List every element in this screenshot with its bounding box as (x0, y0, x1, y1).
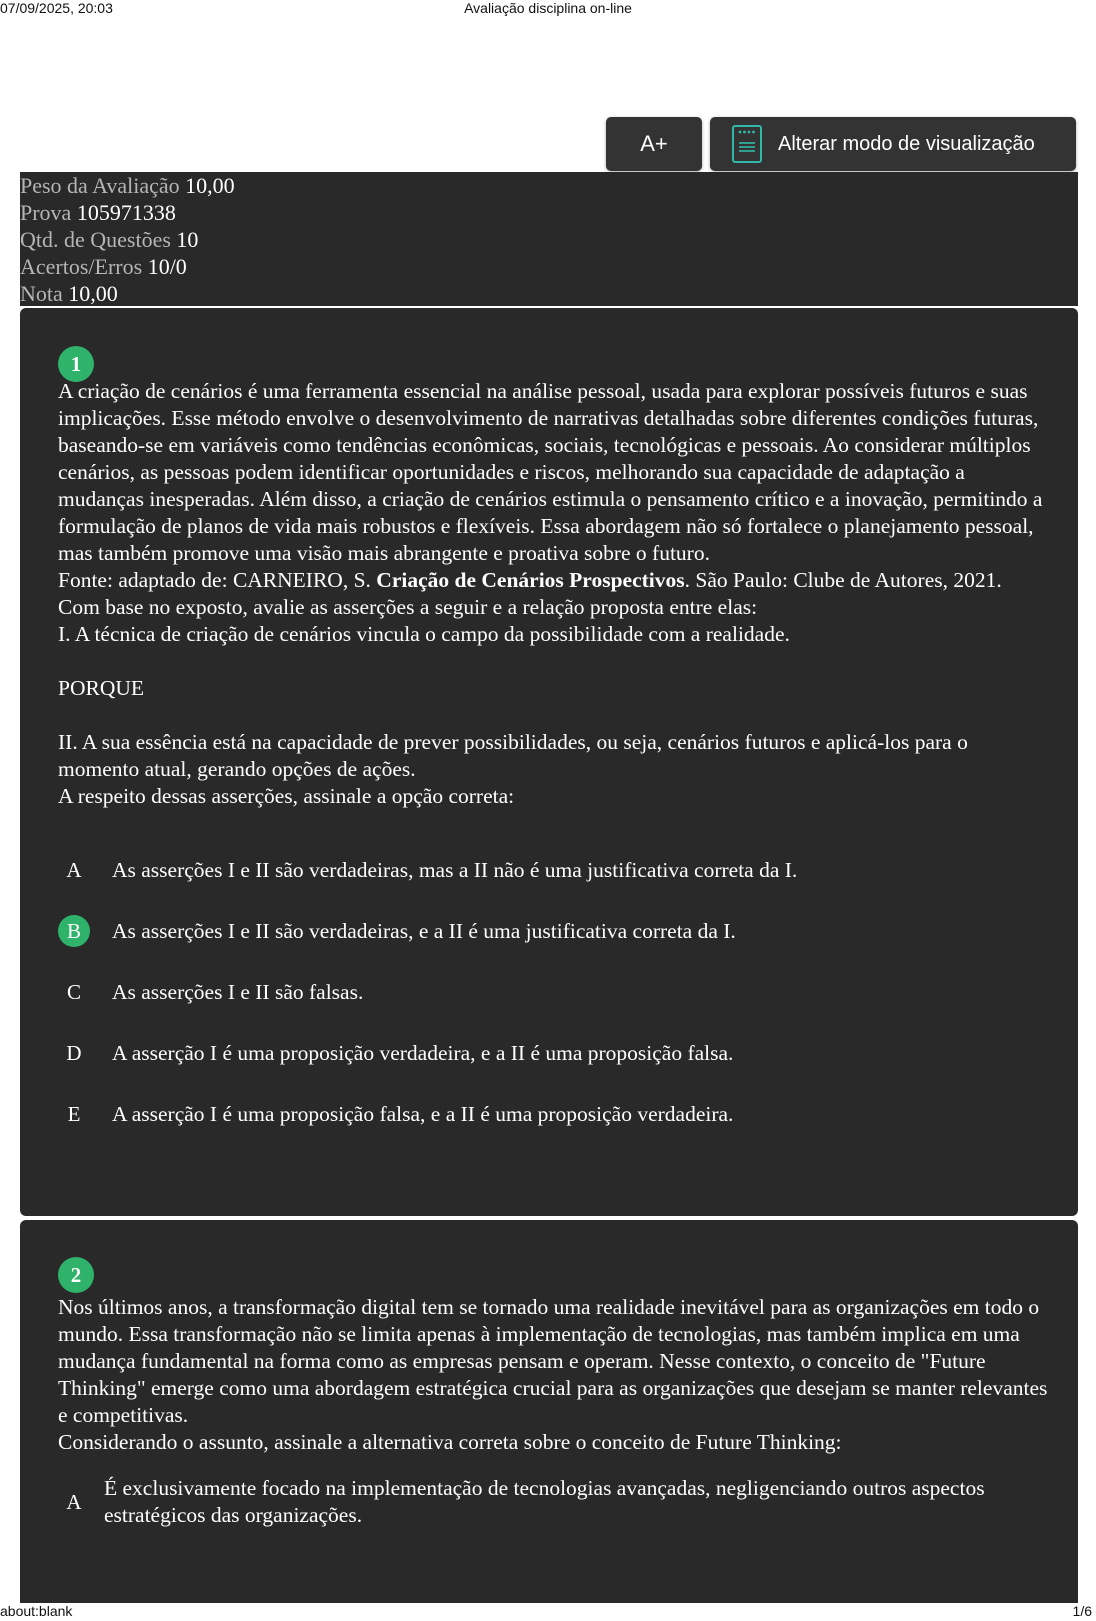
option-text: A asserção I é uma proposição verdadeira, e a II é uma proposição falsa. (112, 1040, 734, 1065)
question-source (58, 567, 1050, 594)
summary-label: Peso da Avaliação (20, 173, 180, 198)
option-text: As asserções I e II são verdadeiras, mas a II não é uma justificativa correta da I. (112, 857, 798, 882)
answer-option-b[interactable] (58, 913, 1050, 949)
print-header (0, 0, 1096, 18)
print-page-number: 1/6 (1072, 1603, 1092, 1619)
summary-row-qtd (20, 226, 1078, 253)
question-prompt: A respeito dessas asserções, assinale a opção correta: (58, 784, 515, 808)
increase-font-button[interactable]: A+ (606, 117, 702, 171)
change-view-mode-label: Alterar modo de visualização (778, 132, 1035, 155)
print-url: about:blank (0, 1603, 73, 1619)
source-suffix: . São Paulo: Clube de Autores, 2021. (684, 568, 1002, 592)
question-paragraph: A criação de cenários é uma ferramenta essencial na análise pessoal, usada para explorar possíveis futuros e suas implicações. Esse método envolve o desenvolvimento de narrativas detalhadas sobre diferentes condições futuras, baseando-se em variáveis como tendências econômicas, sociais, tecnológicas e pessoais. Ao considerar múltiplos cenários, as pessoas podem identificar oportunidades e riscos, melhorando sua capacidade de adaptação a mudanças inesperadas. Além disso, a criação de cenários estimula o pensamento crítico e a inovação, permitindo a formulação de planos de vida mais robustos e flexíveis. Essa abordagem não só fortalece o planejamento pessoal, mas também promove uma visão mais abrangente e proativa sobre o futuro. (58, 379, 1043, 565)
source-title: Criação de Cenários Prospectivos (376, 568, 685, 592)
assertion-2: II. A sua essência está na capacidade de prever possibilidades, ou seja, cenários futuros e aplicá-los para o momento atual, gerando opções de ações. (58, 730, 968, 781)
answer-option-a[interactable] (58, 1472, 1050, 1532)
question-prompt: Considerando o assunto, assinale a alternativa correta sobre o conceito de Future Thinking: (58, 1430, 842, 1454)
question-text (58, 1294, 1050, 1456)
assertion-connector: PORQUE (58, 676, 145, 700)
answer-option-c[interactable] (58, 974, 1050, 1010)
question-text (58, 378, 1050, 810)
source-prefix: Fonte: adaptado de: CARNEIRO, S. (58, 568, 371, 592)
option-letter-selected: B (58, 915, 90, 947)
option-text: As asserções I e II são verdadeiras, e a II é uma justificativa correta da I. (112, 918, 736, 943)
answer-option-d[interactable] (58, 1035, 1050, 1071)
question-instruction: Com base no exposto, avalie as asserções a seguir e a relação proposta entre elas: (58, 595, 758, 619)
print-footer (0, 1603, 1096, 1621)
summary-label: Prova (20, 200, 72, 225)
option-letter: A (66, 857, 82, 882)
print-datetime: 07/09/2025, 20:03 (0, 0, 113, 16)
option-text: É exclusivamente focado na implementação de tecnologias avançadas, negligenciando outros aspectos estratégicos das organizações. (104, 1476, 985, 1527)
summary-value: 105971338 (76, 200, 176, 225)
question-card (20, 1220, 1078, 1603)
option-letter: D (66, 1040, 82, 1065)
option-text: A asserção I é uma proposição falsa, e a II é uma proposição verdadeira. (112, 1101, 734, 1126)
option-letter: C (66, 979, 81, 1004)
summary-row-prova (20, 199, 1078, 226)
document-icon (732, 125, 762, 163)
change-view-mode-button[interactable] (710, 117, 1076, 171)
print-page-title: Avaliação disciplina on-line (464, 0, 632, 16)
evaluation-summary (20, 172, 1078, 306)
assertion-1: I. A técnica de criação de cenários vincula o campo da possibilidade com a realidade. (58, 622, 790, 646)
summary-value: 10,00 (185, 173, 235, 198)
summary-value: 10 (176, 227, 199, 252)
summary-label: Qtd. de Questões (20, 227, 171, 252)
summary-value: 10/0 (147, 254, 187, 279)
summary-row-peso (20, 172, 1078, 199)
option-letter: A (66, 1489, 82, 1514)
answer-option-a[interactable] (58, 852, 1050, 888)
summary-value: 10,00 (68, 281, 118, 306)
question-number-badge: 2 (58, 1257, 94, 1293)
question-card (20, 308, 1078, 1216)
option-text: As asserções I e II são falsas. (112, 979, 364, 1004)
option-letter: E (67, 1101, 81, 1126)
question-paragraph: Nos últimos anos, a transformação digital tem se tornado uma realidade inevitável para as organizações em todo o mundo. Essa transformação não se limita apenas à implementação de tecnologias, mas também implica em uma mudança fundamental na forma como as empresas pensam e operam. Nesse contexto, o conceito de "Future Thinking" emerge como uma abordagem estratégica crucial para as organizações que desejam se manter relevantes e competitivas. (58, 1295, 1048, 1427)
summary-row-acertos (20, 253, 1078, 280)
summary-row-nota (20, 280, 1078, 307)
summary-label: Acertos/Erros (20, 254, 143, 279)
summary-label: Nota (20, 281, 63, 306)
answer-option-e[interactable] (58, 1096, 1050, 1132)
question-number-badge: 1 (58, 346, 94, 382)
